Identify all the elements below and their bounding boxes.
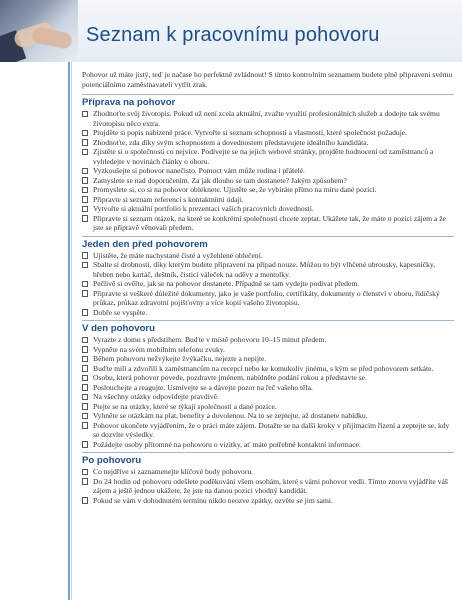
checklist-item[interactable] [82,345,454,355]
checklist-item[interactable] [82,279,454,289]
checklist-item-text: Zhodnoťte svůj životopis. Pokud už není zcela aktuální, zvažte využití profesionálních služeb a dodejte tak svému životopisu něco extra. [93,109,440,128]
checkbox-icon[interactable] [82,290,88,296]
checklist-item-text: Ptejte se na otázky, které se týkají společnosti a dané pozice. [93,401,277,411]
section-heading: V den pohovoru [82,320,454,334]
checklist-item[interactable] [82,260,454,279]
checklist-item-text: Promyslete si, co si na pohovor obléknete. Ujistěte se, že vybíráte přímo na míru dané pozici. [93,185,377,195]
page-title: Seznam k pracovnímu pohovoru [86,24,380,46]
section-2 [82,320,454,449]
checklist-item-text: Připravte si veškeré důležité dokumenty, jako je vaše portfolio, certifikáty, dokumenty o členství v oboru, řidičský průkaz, průkaz zdravotní pojišťovny a více kopií vašeho životopisu. [93,288,440,308]
checklist-item[interactable] [82,364,454,374]
checklist-content [82,70,454,505]
checklist-item[interactable] [82,128,454,138]
section-heading: Po pohovoru [82,452,454,466]
section-1 [82,236,454,318]
checklist-item[interactable] [82,411,454,421]
checklist-item-text: Vypněte na svém mobilním telefonu zvuky. [93,344,225,354]
checklist-item-text: Co nejdříve si zaznamenejte klíčové body pohovoru. [93,467,254,477]
sections-container [82,94,454,505]
checkbox-icon[interactable] [82,365,88,371]
checklist-item-text: Osobu, která pohovor povede, pozdravte jménem, nabídněte podání rukou a představte se. [93,373,367,383]
section-0 [82,94,454,233]
checkbox-icon[interactable] [82,384,88,390]
section-3 [82,452,454,505]
checklist-item[interactable] [82,195,454,205]
checklist-item[interactable] [82,185,454,195]
checkbox-icon[interactable] [82,139,88,145]
checkbox-icon[interactable] [82,309,88,315]
checkbox-icon[interactable] [82,187,88,193]
checklist-item[interactable] [82,383,454,393]
checklist-item[interactable] [82,421,454,440]
checklist-item-text: Pečlivě si ověřte, jak se na pohovor dostanete. Případně se tam vydejte podívat předem. [93,279,360,289]
checklist-item[interactable] [82,138,454,148]
checkbox-icon[interactable] [82,413,88,419]
checklist-item-text: Během pohovoru nežvýkejte žvýkačku, nejezte a nepijte. [93,354,267,364]
checklist-item[interactable] [82,204,454,214]
checklist-item[interactable] [82,308,454,318]
checklist-item[interactable] [82,166,454,176]
checkbox-icon[interactable] [82,262,88,268]
checklist-item-text: Vyrazte z domu s předstihem. Buďte v místě pohovoru 10–15 minut předem. [93,335,327,345]
checklist-item-text: Sbalte si drobnosti, díky kterým budete připraveni na případ nouze. Můžou to být vlhčené ubrousky, kapesníčky, hřeben nebo kartáč, deštník, čisticí váleček na oděvy a mentolky. [93,260,436,279]
checklist-item[interactable] [82,496,454,506]
checklist-item-text: Pokud se vám v dohodnutém termínu nikdo neozve zpátky, ozvěte se jim sami. [93,495,333,505]
checkbox-icon[interactable] [82,252,88,258]
checklist-item-text: Vytvořte si aktuální portfolio k prezentaci vašich pracovních dovedností. [93,204,314,214]
checklist-item-text: Projděte si popis nabízené práce. Vytvořte si seznam schopností a vlastností, které společnost požaduje. [93,128,408,138]
checklist-item-text: Na všechny otázky odpovídejte pravdivě. [93,392,219,402]
section-heading: Příprava na pohovor [82,94,454,108]
checkbox-icon[interactable] [82,394,88,400]
checklist-item-text: Ujistěte, že máte nachystané čisté a vyžehlené oblečení. [93,250,263,260]
checklist-item-text: Připravte si seznam otázek, na které se konkrétní společnosti chcete zeptat. Ukážete tak, že máte o pozici zájem a že jste se připravě věnovali předem. [93,213,446,233]
section-heading: Jeden den před pohovorem [82,236,454,250]
checkbox-icon[interactable] [82,206,88,212]
checkbox-icon[interactable] [82,375,88,381]
checkbox-icon[interactable] [82,422,88,428]
checkbox-icon[interactable] [82,346,88,352]
checklist-item[interactable] [82,251,454,261]
checklist-item-text: Buďte milí a zdvořilí k zaměstnancům na recepci nebo ke komukoliv jinému, s kým se před pohovorem setkáte. [93,363,434,373]
handshake-photo [0,0,78,62]
checkbox-icon[interactable] [82,168,88,174]
checklist-item[interactable] [82,214,454,233]
checklist-item-text: Zamyslete se nad doporučením. Za jak dlouho se tam dostanete? Jakým způsobem? [93,175,347,185]
checklist-item[interactable] [82,147,454,166]
checkbox-icon[interactable] [82,478,88,484]
checkbox-icon[interactable] [82,177,88,183]
checklist-item[interactable] [82,289,454,308]
checklist-item-text: Dobře se vyspěte. [93,307,148,317]
checkbox-icon[interactable] [82,149,88,155]
checklist-item[interactable] [82,402,454,412]
checklist-item-text: Zjistěte si o společnosti co nejvíce. Podívejte se na jejich webové stránky, projděte hodnocení od zaměstnanců a vyhledejte v novinách články o oboru. [93,147,434,166]
checkbox-icon[interactable] [82,281,88,287]
checkbox-icon[interactable] [82,111,88,117]
checklist-item-text: Poslouchejte a reagujte. Usmívejte se a dávejte pozor na řeč vašeho těla. [93,382,313,392]
checkbox-icon[interactable] [82,403,88,409]
checklist-item[interactable] [82,477,454,496]
checklist-item[interactable] [82,354,454,364]
checklist-item[interactable] [82,109,454,128]
checklist-item-text: Zhodnoťte, zda díky svým schopnostem a dovednostem představujete ideálního kandidáta. [93,137,369,147]
checklist-item-text: Připravte si seznam referencí s kontaktními údaji. [93,194,244,204]
checklist-item[interactable] [82,176,454,186]
checkbox-icon[interactable] [82,337,88,343]
checklist-item-text: Vyhněte se otázkám na plat, benefity a dovolenou. Na to se zeptejte, až dostanete nabídku. [93,411,368,421]
checklist-item[interactable] [82,440,454,450]
checkbox-icon[interactable] [82,469,88,475]
checklist-item-text: Pohovor ukončete vyjádřením, že o práci máte zájem. Dotažte se na další kroky v přijímacím řízení a zeptejte se, kdy se dozvíte výsledky. [93,420,450,440]
checkbox-icon[interactable] [82,441,88,447]
checklist-item-text: Vyzkoušejte si pohovor nanečisto. Pomoct vám může rodina i přátelé. [93,166,305,176]
checklist-item[interactable] [82,392,454,402]
checklist-item-text: Požádejte osoby přítomné na pohovoru o vizitky, ať máte potřebné kontaktní informace. [93,439,361,449]
page-header [0,0,462,62]
checkbox-icon[interactable] [82,356,88,362]
checkbox-icon[interactable] [82,130,88,136]
left-margin-rule-light [71,62,72,600]
checkbox-icon[interactable] [82,215,88,221]
checkbox-icon[interactable] [82,196,88,202]
checklist-item[interactable] [82,373,454,383]
checklist-item[interactable] [82,467,454,477]
checklist-item-text: Do 24 hodin od pohovoru odešlete poděkování všem osobám, které s vámi pohovor vedli. Tímto znovu vyjádříte váš zájem a ještě jednou ukážete, že jste na danou pozici vhodný kandidát. [93,476,448,496]
left-margin-rule [68,62,70,600]
intro-paragraph: Pohovor už máte jistý, teď je načase ho perfektně zvládnout! S tímto kontrolním seznamem budete plně připraveni svému potenciálnímu zaměstnavateli vytřít zrak. [82,70,453,89]
checkbox-icon[interactable] [82,497,88,503]
checklist-item[interactable] [82,335,454,345]
